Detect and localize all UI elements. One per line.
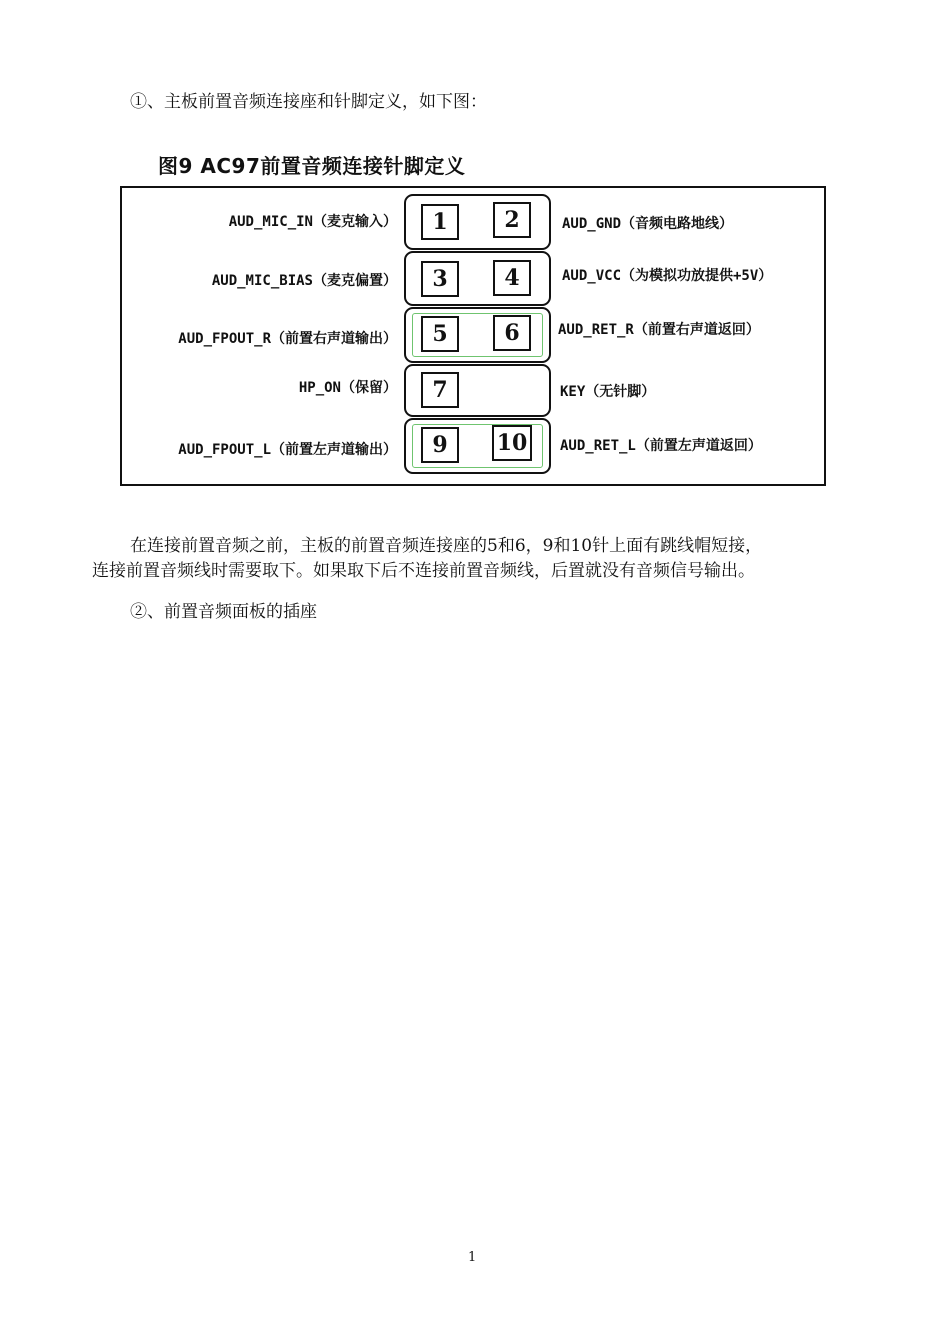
figure-caption: 图9 AC97前置音频连接针脚定义 (158, 154, 466, 178)
label-aud-fpout-r: AUD_FPOUT_R（前置右声道输出） (178, 331, 397, 347)
pin-9: 9 (421, 427, 459, 463)
label-aud-ret-r: AUD_RET_R（前置右声道返回） (558, 322, 760, 338)
label-hp-on: HP_ON（保留） (298, 380, 397, 396)
label-aud-mic-in: AUD_MIC_IN（麦克输入） (228, 214, 397, 230)
pin-6: 6 (493, 315, 531, 351)
pin-10: 10 (492, 425, 532, 461)
pin-7: 7 (421, 372, 459, 408)
label-aud-vcc: AUD_VCC（为模拟功放提供+5V） (562, 268, 773, 284)
intro-paragraph: ①、主板前置音频连接座和针脚定义，如下图： (130, 92, 487, 112)
label-aud-mic-bias: AUD_MIC_BIAS（麦克偏置） (211, 273, 397, 289)
page-number: 1 (468, 1250, 477, 1265)
label-aud-gnd: AUD_GND（音频电路地线） (562, 216, 734, 232)
pin-2: 2 (493, 202, 531, 238)
pin-5: 5 (421, 316, 459, 352)
note-line-2: 连接前置音频线时需要取下。如果取下后不连接前置音频线，后置就没有音频信号输出。 (92, 561, 755, 581)
label-key: KEY（无针脚） (560, 384, 656, 400)
label-aud-fpout-l: AUD_FPOUT_L（前置左声道输出） (178, 442, 397, 458)
pin-1: 1 (421, 204, 459, 240)
panel-heading: ②、前置音频面板的插座 (130, 602, 317, 622)
label-aud-ret-l: AUD_RET_L（前置左声道返回） (560, 438, 762, 454)
pin-3: 3 (421, 261, 459, 297)
pin-4: 4 (493, 260, 531, 296)
note-line-1: 在连接前置音频之前，主板的前置音频连接座的5和6，9和10针上面有跳线帽短接， (130, 536, 763, 556)
